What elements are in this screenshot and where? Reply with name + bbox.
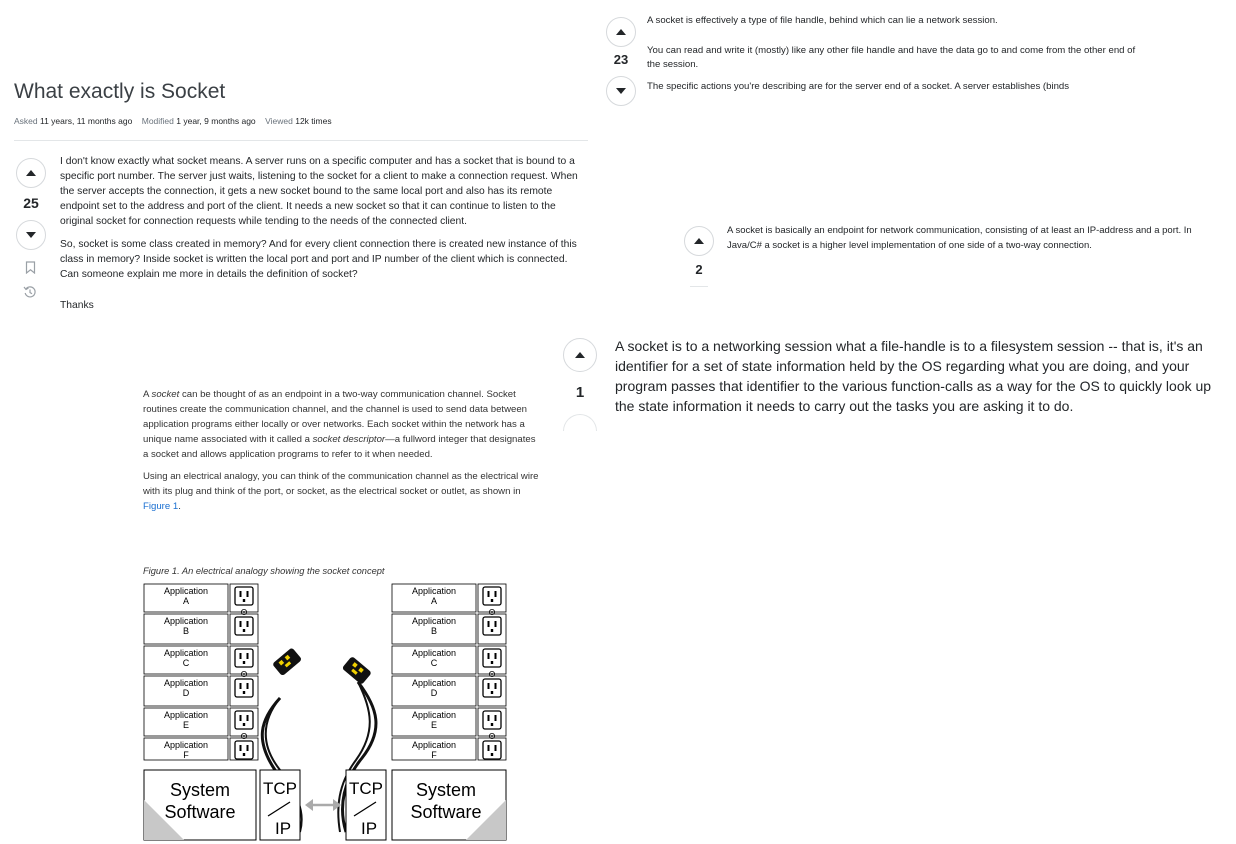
double-arrow-icon xyxy=(305,799,341,811)
answer-line: You can read and write it (mostly) like any other file handle and have the data go to and come from the other end of the session. xyxy=(647,45,1136,70)
figure-right-stack xyxy=(392,584,506,760)
answer-score: 23 xyxy=(613,52,629,67)
socket-figure xyxy=(140,580,512,844)
outlet-icon xyxy=(235,649,253,667)
downvote-button[interactable] xyxy=(606,76,636,106)
plug-left-icon xyxy=(272,647,302,676)
app-letter: F xyxy=(183,750,189,760)
app-letter: D xyxy=(182,688,190,698)
downvote-button[interactable] xyxy=(16,220,46,250)
app-label: Application xyxy=(163,710,209,720)
doc-paragraph: A socket can be thought of as an endpoint in a two-way communication channel. Socket routines create the communication channel, and the channel is used to send data between application programs either locally or over networks. Each socket within the network has a unique name associated with it called a socket descriptor—a fullword integer that designates a socket and allows application programs to refer to it when needed. xyxy=(143,389,536,460)
outlet-icon xyxy=(235,711,253,729)
svg-text:TCP: TCP xyxy=(263,779,297,798)
figure-link[interactable]: Figure 1 xyxy=(143,501,179,512)
app-label: Application xyxy=(411,710,457,720)
upvote-button[interactable] xyxy=(684,226,714,256)
divider xyxy=(14,140,588,141)
app-label: Application xyxy=(163,616,209,626)
question-paragraph: Thanks xyxy=(60,300,94,311)
app-letter: F xyxy=(431,750,437,760)
answer-body: A socket is basically an endpoint for network communication, consisting of at least an IP-address and a port. In Java/C# a socket is a higher level implementation of one side of a two-way connection. xyxy=(727,225,1192,251)
arrow-up-icon xyxy=(25,169,37,177)
app-label: Application xyxy=(411,648,457,658)
svg-text:IP: IP xyxy=(274,819,292,838)
svg-text:System: System xyxy=(169,780,231,800)
system-software-left xyxy=(144,770,256,840)
page-title: What exactly is Socket xyxy=(14,80,226,103)
outlet-icon xyxy=(235,741,253,759)
svg-text:TCP: TCP xyxy=(349,779,383,798)
outlet-icon xyxy=(483,711,501,729)
app-label: Application xyxy=(163,678,209,688)
outlet-icon xyxy=(235,587,253,605)
arrow-up-icon xyxy=(615,28,627,36)
outlet-icon xyxy=(483,617,501,635)
doc-excerpt xyxy=(143,387,543,521)
downvote-button-partial[interactable] xyxy=(563,414,597,431)
app-label: Application xyxy=(411,678,457,688)
vote-button-partial xyxy=(690,284,708,287)
answer-body xyxy=(647,14,1147,94)
tcp-ip-right xyxy=(346,770,386,840)
app-letter: B xyxy=(182,626,190,636)
outlet-icon xyxy=(235,617,253,635)
svg-text:IP: IP xyxy=(360,819,378,838)
question-paragraph: So, socket is some class created in memory? And for every client connection there is created new instance of this class in memory? Inside socket is written the local port and port and IP number of the client which is connected. Can someone explain me more in details the definition of socket? xyxy=(60,239,577,280)
app-label: Application xyxy=(163,648,209,658)
question-paragraph: I don't know exactly what socket means. A server runs on a specific computer and has a socket that is bound to a specific port number. The server just waits, listening to the socket for a client to make a connection request. When the server accepts the connection, it gets a new socket bound to the same local port and also has its remote endpoint set to the address and port of the client. It needs a new socket so that it can continue to listen to the original socket for connection requests while tending to the needs of the connected client. xyxy=(60,156,578,227)
app-letter: C xyxy=(430,658,438,668)
svg-text:Software: Software xyxy=(410,802,482,822)
upvote-button[interactable] xyxy=(606,17,636,47)
answer-body: A socket is to a networking session what a file-handle is to a filesystem session -- that is, it's an identifier for a set of state information held by the OS regarding what you are doing, and your program passes that identifier to the various function-calls as a way for the OS to quickly look up the state information it needs to carry out the tasks you are asking it to do. xyxy=(615,338,1212,414)
app-label: Application xyxy=(411,616,457,626)
question-score: 25 xyxy=(23,195,39,211)
arrow-up-icon xyxy=(693,237,705,245)
arrow-up-icon xyxy=(574,351,586,359)
figure-caption: Figure 1. An electrical analogy showing the socket concept xyxy=(143,566,385,576)
doc-paragraph: Using an electrical analogy, you can think of the communication channel as the electrical wire with its plug and think of the port, or socket, as the electrical socket or outlet, as shown in Figure 1. xyxy=(143,471,539,512)
app-letter: A xyxy=(182,596,190,606)
app-label: Application xyxy=(163,586,209,596)
upvote-button[interactable] xyxy=(563,338,597,372)
app-label: Application xyxy=(411,586,457,596)
app-label: Application xyxy=(411,740,457,750)
arrow-down-icon xyxy=(25,231,37,239)
answer-score: 1 xyxy=(575,384,585,401)
answer-line: The specific actions you're describing are for the server end of a socket. A server establishes (binds xyxy=(647,81,1070,92)
figure-left-stack xyxy=(144,584,258,760)
question-meta: Asked 11 years, 11 months ago Modified 1 year, 9 months ago Viewed 12k times xyxy=(14,116,332,126)
arrow-down-icon xyxy=(615,87,627,95)
tcp-ip-left xyxy=(260,770,300,840)
history-button[interactable] xyxy=(23,285,37,304)
bookmark-icon xyxy=(25,261,36,274)
upvote-button[interactable] xyxy=(16,158,46,188)
history-icon xyxy=(23,285,37,299)
app-letter: E xyxy=(182,720,190,730)
outlet-icon xyxy=(483,649,501,667)
app-letter: D xyxy=(430,688,438,698)
outlet-icon xyxy=(483,679,501,697)
answer-line: A socket is effectively a type of file handle, behind which can lie a network session. xyxy=(647,15,998,26)
outlet-icon xyxy=(483,741,501,759)
system-software-right xyxy=(392,770,506,840)
app-letter: B xyxy=(430,626,438,636)
answer-score: 2 xyxy=(695,262,703,277)
app-letter: E xyxy=(430,720,438,730)
outlet-icon xyxy=(235,679,253,697)
plug-right-icon xyxy=(342,656,372,685)
app-letter: A xyxy=(430,596,438,606)
app-letter: C xyxy=(182,658,190,668)
outlet-icon xyxy=(483,587,501,605)
app-label: Application xyxy=(163,740,209,750)
svg-text:Software: Software xyxy=(164,802,236,822)
bookmark-button[interactable] xyxy=(25,261,36,279)
svg-text:System: System xyxy=(415,780,477,800)
question-body xyxy=(60,154,588,321)
